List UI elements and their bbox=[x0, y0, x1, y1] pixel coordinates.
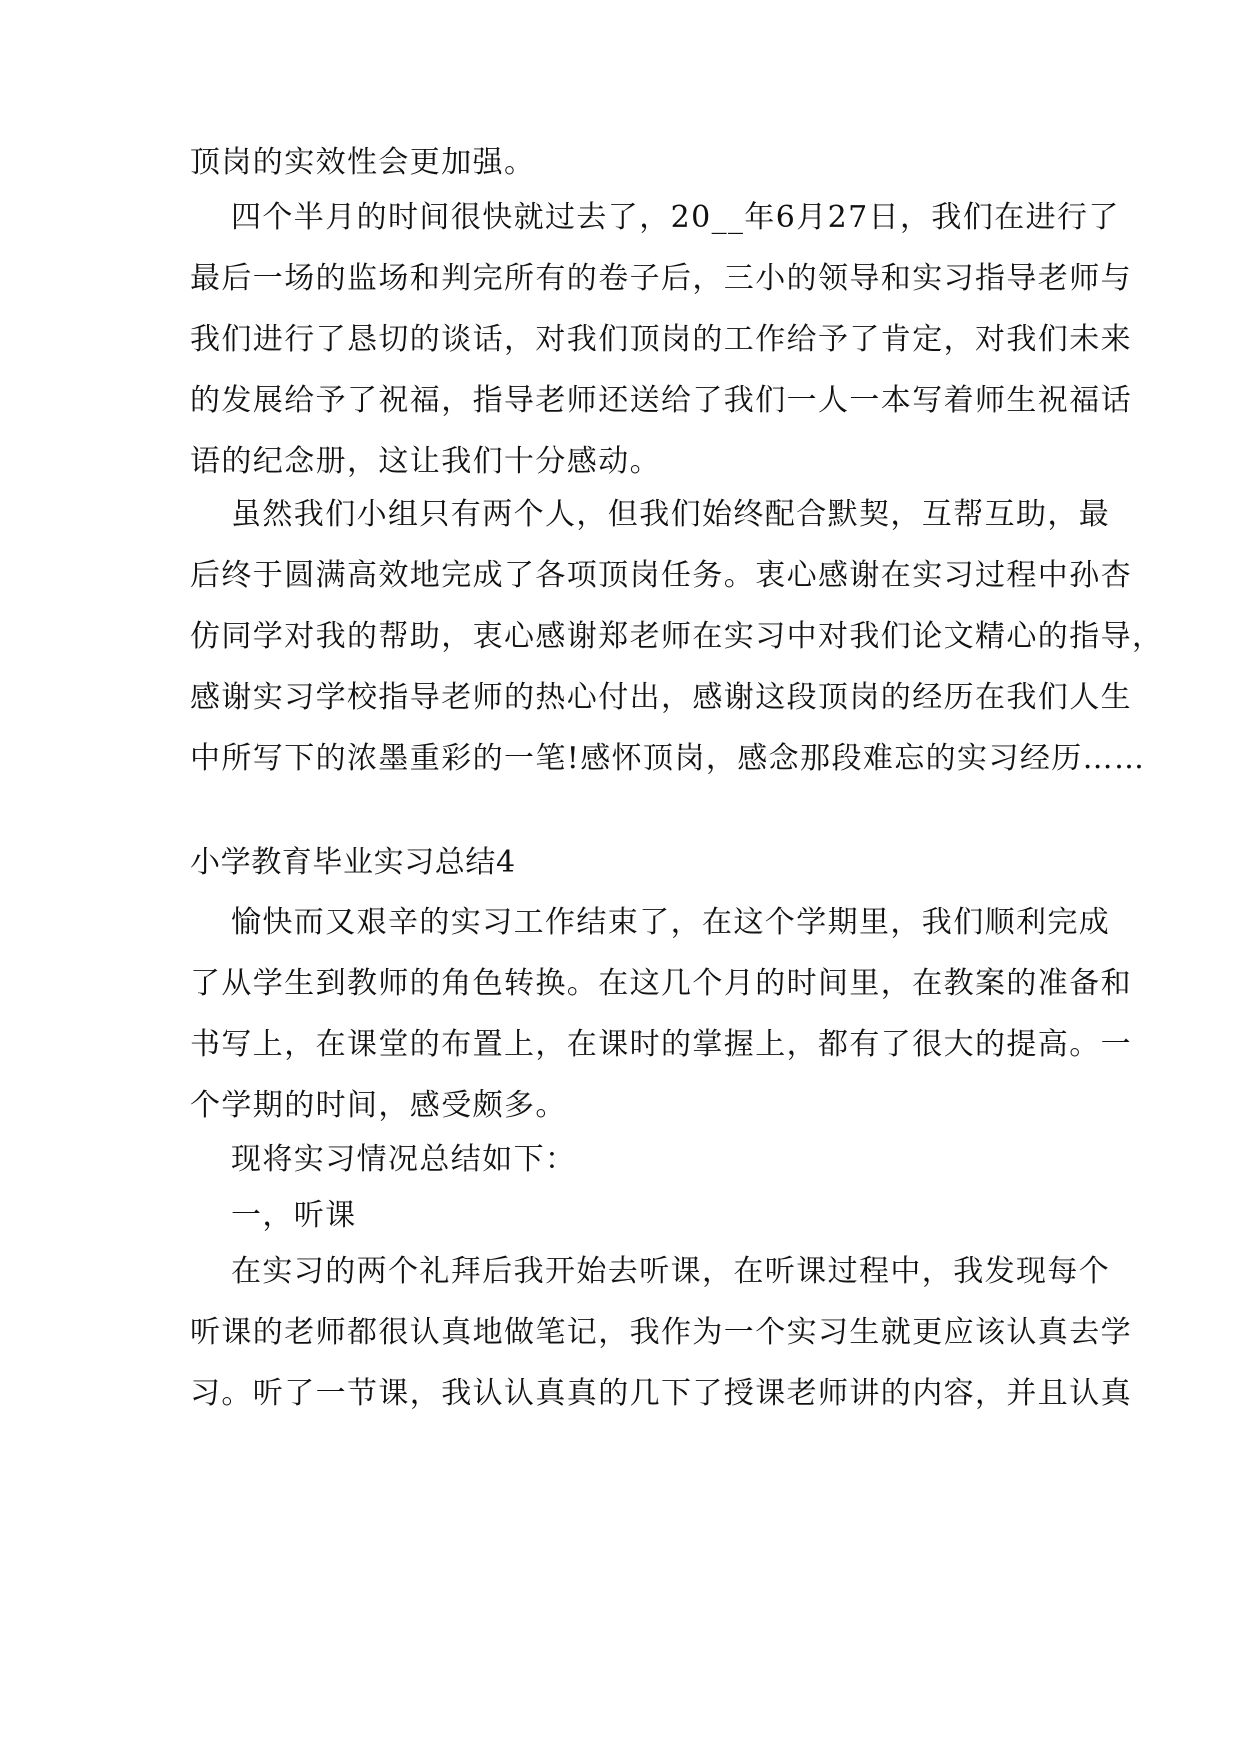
body-text-line: 的发展给予了祝福，指导老师还送给了我们一人一本写着师生祝福话 bbox=[190, 383, 1132, 418]
body-text-line: 习。听了一节课，我认认真真的几下了授课老师讲的内容，并且认真 bbox=[190, 1376, 1132, 1411]
body-text-line: 虽然我们小组只有两个人，但我们始终配合默契，互帮互助，最 bbox=[231, 497, 1111, 532]
body-text-line: 个学期的时间，感受颇多。 bbox=[190, 1088, 567, 1123]
body-text-line: 愉快而又艰辛的实习工作结束了，在这个学期里，我们顺利完成 bbox=[231, 905, 1111, 940]
body-text-line: 我们进行了恳切的谈话，对我们顶岗的工作给予了肯定，对我们未来 bbox=[190, 322, 1132, 357]
section-heading: 小学教育毕业实习总结4 bbox=[190, 845, 516, 880]
body-text-line: 仿同学对我的帮助，衷心感谢郑老师在实习中对我们论文精心的指导， bbox=[190, 619, 1164, 654]
body-text-line: 四个半月的时间很快就过去了，20__年6月27日，我们在进行了 bbox=[231, 200, 1120, 235]
body-text-line: 听课的老师都很认真地做笔记，我作为一个实习生就更应该认真去学 bbox=[190, 1315, 1132, 1350]
body-text-line: 感谢实习学校指导老师的热心付出，感谢这段顶岗的经历在我们人生 bbox=[190, 680, 1132, 715]
body-text-line: 中所写下的浓墨重彩的一笔!感怀顶岗，感念那段难忘的实习经历…… bbox=[190, 741, 1146, 776]
body-text-line: 最后一场的监场和判完所有的卷子后，三小的领导和实习指导老师与 bbox=[190, 261, 1132, 296]
body-text-line: 后终于圆满高效地完成了各项顶岗任务。衷心感谢在实习过程中孙杏 bbox=[190, 558, 1132, 593]
body-text-line: 现将实习情况总结如下： bbox=[231, 1142, 577, 1177]
body-text-line: 在实习的两个礼拜后我开始去听课，在听课过程中，我发现每个 bbox=[231, 1254, 1111, 1289]
subsection-heading: 一，听课 bbox=[231, 1198, 357, 1233]
body-text-line: 顶岗的实效性会更加强。 bbox=[190, 145, 536, 180]
body-text-line: 书写上，在课堂的布置上，在课时的掌握上，都有了很大的提高。一 bbox=[190, 1027, 1132, 1062]
body-text-line: 语的纪念册，这让我们十分感动。 bbox=[190, 444, 661, 479]
body-text-line: 了从学生到教师的角色转换。在这几个月的时间里，在教案的准备和 bbox=[190, 966, 1132, 1001]
